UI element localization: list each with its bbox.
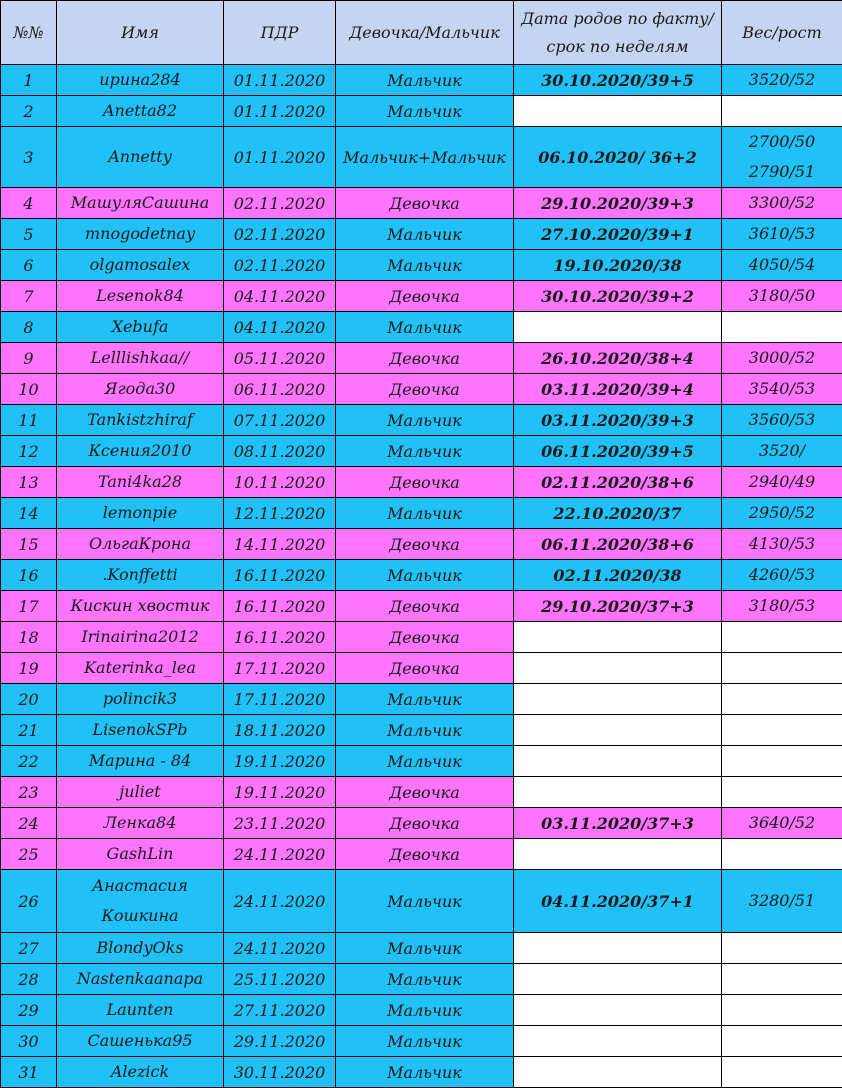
weight-height-cell: 3640/52 bbox=[722, 808, 842, 839]
row-number-cell: 19 bbox=[1, 653, 57, 684]
birth-date-cell bbox=[514, 933, 722, 964]
due-date-cell: 02.11.2020 bbox=[224, 219, 336, 250]
table-row bbox=[1, 405, 842, 436]
gender-cell: Девочка bbox=[336, 188, 514, 219]
weight-height-cell: 3540/53 bbox=[722, 374, 842, 405]
row-number-cell: 13 bbox=[1, 467, 57, 498]
row-number-cell: 31 bbox=[1, 1057, 57, 1088]
header-birth-date: Дата родов по факту/ срок по неделям bbox=[514, 1, 722, 65]
name-cell: Launten bbox=[57, 995, 224, 1026]
birth-date-cell: 30.10.2020/39+5 bbox=[514, 65, 722, 96]
name-cell bbox=[57, 870, 224, 933]
gender-cell: Мальчик bbox=[336, 96, 514, 127]
name-cell: GashLin bbox=[57, 839, 224, 870]
name-cell: Ягода30 bbox=[57, 374, 224, 405]
name-cell: МашуляСашина bbox=[57, 188, 224, 219]
weight-height-cell bbox=[722, 964, 842, 995]
due-date-cell: 23.11.2020 bbox=[224, 808, 336, 839]
weight-height-cell bbox=[722, 777, 842, 808]
due-date-cell: 24.11.2020 bbox=[224, 870, 336, 933]
name-cell: juliet bbox=[57, 777, 224, 808]
name-line: Кошкина bbox=[59, 901, 221, 931]
name-cell: olgamosalex bbox=[57, 250, 224, 281]
gender-cell: Девочка bbox=[336, 839, 514, 870]
weight-height-cell bbox=[722, 96, 842, 127]
weight-height-cell: 4130/53 bbox=[722, 529, 842, 560]
due-date-cell: 02.11.2020 bbox=[224, 188, 336, 219]
header-name: Имя bbox=[57, 1, 224, 65]
row-number-cell: 24 bbox=[1, 808, 57, 839]
table-row bbox=[1, 933, 842, 964]
row-number-cell: 29 bbox=[1, 995, 57, 1026]
weight-line: 2790/51 bbox=[724, 157, 840, 187]
weight-height-cell bbox=[722, 715, 842, 746]
due-date-cell: 24.11.2020 bbox=[224, 933, 336, 964]
due-date-cell: 07.11.2020 bbox=[224, 405, 336, 436]
gender-cell: Мальчик bbox=[336, 715, 514, 746]
row-number-cell: 18 bbox=[1, 622, 57, 653]
gender-cell: Мальчик bbox=[336, 312, 514, 343]
weight-line: 2700/50 bbox=[724, 127, 840, 157]
gender-cell: Мальчик bbox=[336, 1026, 514, 1057]
weight-height-cell: 4050/54 bbox=[722, 250, 842, 281]
birth-date-cell bbox=[514, 312, 722, 343]
birth-date-cell bbox=[514, 777, 722, 808]
weight-height-cell: 3610/53 bbox=[722, 219, 842, 250]
birth-date-cell bbox=[514, 746, 722, 777]
weight-height-cell: 3180/50 bbox=[722, 281, 842, 312]
due-date-cell: 19.11.2020 bbox=[224, 746, 336, 777]
gender-cell: Мальчик bbox=[336, 870, 514, 933]
table-row bbox=[1, 622, 842, 653]
birth-date-cell bbox=[514, 1057, 722, 1088]
weight-height-cell bbox=[722, 1057, 842, 1088]
table-row bbox=[1, 1057, 842, 1088]
row-number-cell: 11 bbox=[1, 405, 57, 436]
due-date-cell: 01.11.2020 bbox=[224, 96, 336, 127]
weight-height-cell: 3000/52 bbox=[722, 343, 842, 374]
due-date-cell: 19.11.2020 bbox=[224, 777, 336, 808]
name-cell: polincik3 bbox=[57, 684, 224, 715]
due-date-cell: 10.11.2020 bbox=[224, 467, 336, 498]
name-cell: BlondyOks bbox=[57, 933, 224, 964]
birth-date-cell: 06.10.2020/ 36+2 bbox=[514, 127, 722, 188]
due-date-cell: 12.11.2020 bbox=[224, 498, 336, 529]
due-date-cell: 14.11.2020 bbox=[224, 529, 336, 560]
table-row bbox=[1, 65, 842, 96]
row-number-cell: 10 bbox=[1, 374, 57, 405]
row-number-cell: 3 bbox=[1, 127, 57, 188]
gender-cell: Мальчик+Мальчик bbox=[336, 127, 514, 188]
row-number-cell: 2 bbox=[1, 96, 57, 127]
row-number-cell: 1 bbox=[1, 65, 57, 96]
birth-date-cell: 03.11.2020/39+3 bbox=[514, 405, 722, 436]
row-number-cell: 15 bbox=[1, 529, 57, 560]
gender-cell: Мальчик bbox=[336, 219, 514, 250]
birth-date-cell: 30.10.2020/39+2 bbox=[514, 281, 722, 312]
gender-cell: Девочка bbox=[336, 591, 514, 622]
birth-date-cell bbox=[514, 96, 722, 127]
row-number-cell: 8 bbox=[1, 312, 57, 343]
birth-date-cell: 03.11.2020/37+3 bbox=[514, 808, 722, 839]
due-date-cell: 16.11.2020 bbox=[224, 591, 336, 622]
gender-cell: Мальчик bbox=[336, 405, 514, 436]
table-row bbox=[1, 436, 842, 467]
due-date-cell: 17.11.2020 bbox=[224, 653, 336, 684]
due-date-cell: 08.11.2020 bbox=[224, 436, 336, 467]
header-row bbox=[1, 1, 842, 65]
name-cell: Lelllishkaa// bbox=[57, 343, 224, 374]
birth-date-cell: 29.10.2020/39+3 bbox=[514, 188, 722, 219]
table-row bbox=[1, 870, 842, 933]
name-cell: Annetty bbox=[57, 127, 224, 188]
due-date-cell: 06.11.2020 bbox=[224, 374, 336, 405]
table-row bbox=[1, 467, 842, 498]
gender-cell: Мальчик bbox=[336, 560, 514, 591]
weight-height-cell: 4260/53 bbox=[722, 560, 842, 591]
birth-date-cell bbox=[514, 653, 722, 684]
due-date-cell: 29.11.2020 bbox=[224, 1026, 336, 1057]
birth-date-cell: 06.11.2020/38+6 bbox=[514, 529, 722, 560]
table-row bbox=[1, 1026, 842, 1057]
name-cell: Марина - 84 bbox=[57, 746, 224, 777]
due-date-cell: 16.11.2020 bbox=[224, 622, 336, 653]
weight-height-cell: 3180/53 bbox=[722, 591, 842, 622]
name-cell: Anetta82 bbox=[57, 96, 224, 127]
birth-date-cell bbox=[514, 622, 722, 653]
due-date-cell: 18.11.2020 bbox=[224, 715, 336, 746]
name-cell: ОльгаКрона bbox=[57, 529, 224, 560]
weight-height-cell bbox=[722, 995, 842, 1026]
weight-height-cell bbox=[722, 839, 842, 870]
birth-date-cell bbox=[514, 715, 722, 746]
row-number-cell: 26 bbox=[1, 870, 57, 933]
name-cell: Ленка84 bbox=[57, 808, 224, 839]
birth-date-cell bbox=[514, 684, 722, 715]
row-number-cell: 27 bbox=[1, 933, 57, 964]
row-number-cell: 30 bbox=[1, 1026, 57, 1057]
gender-cell: Мальчик bbox=[336, 684, 514, 715]
gender-cell: Мальчик bbox=[336, 995, 514, 1026]
due-date-cell: 16.11.2020 bbox=[224, 560, 336, 591]
row-number-cell: 22 bbox=[1, 746, 57, 777]
weight-height-cell: 3520/52 bbox=[722, 65, 842, 96]
gender-cell: Мальчик bbox=[336, 65, 514, 96]
weight-height-cell bbox=[722, 653, 842, 684]
gender-cell: Мальчик bbox=[336, 436, 514, 467]
due-date-cell: 17.11.2020 bbox=[224, 684, 336, 715]
birth-date-cell: 02.11.2020/38 bbox=[514, 560, 722, 591]
weight-height-cell bbox=[722, 312, 842, 343]
name-cell: mnogodetnay bbox=[57, 219, 224, 250]
due-date-cell: 30.11.2020 bbox=[224, 1057, 336, 1088]
name-cell: Alezick bbox=[57, 1057, 224, 1088]
table-row bbox=[1, 591, 842, 622]
row-number-cell: 9 bbox=[1, 343, 57, 374]
row-number-cell: 21 bbox=[1, 715, 57, 746]
weight-height-cell: 2940/49 bbox=[722, 467, 842, 498]
due-date-cell: 01.11.2020 bbox=[224, 127, 336, 188]
gender-cell: Мальчик bbox=[336, 498, 514, 529]
name-cell: LisenokSPb bbox=[57, 715, 224, 746]
row-number-cell: 7 bbox=[1, 281, 57, 312]
weight-height-cell bbox=[722, 746, 842, 777]
weight-height-cell: 3300/52 bbox=[722, 188, 842, 219]
name-cell: Кискин хвостик bbox=[57, 591, 224, 622]
table-row bbox=[1, 498, 842, 529]
table-row bbox=[1, 96, 842, 127]
birth-date-cell: 22.10.2020/37 bbox=[514, 498, 722, 529]
due-date-cell: 05.11.2020 bbox=[224, 343, 336, 374]
table-row bbox=[1, 964, 842, 995]
gender-cell: Девочка bbox=[336, 808, 514, 839]
row-number-cell: 28 bbox=[1, 964, 57, 995]
due-date-cell: 04.11.2020 bbox=[224, 281, 336, 312]
header-gender: Девочка/Мальчик bbox=[336, 1, 514, 65]
name-cell: Xebufa bbox=[57, 312, 224, 343]
gender-cell: Мальчик bbox=[336, 964, 514, 995]
weight-height-cell: 3520/ bbox=[722, 436, 842, 467]
birth-date-cell: 02.11.2020/38+6 bbox=[514, 467, 722, 498]
gender-cell: Девочка bbox=[336, 281, 514, 312]
table-row bbox=[1, 653, 842, 684]
table-row bbox=[1, 995, 842, 1026]
row-number-cell: 6 bbox=[1, 250, 57, 281]
weight-height-cell bbox=[722, 684, 842, 715]
gender-cell: Девочка bbox=[336, 343, 514, 374]
name-line: Анастасия bbox=[59, 871, 221, 901]
due-date-cell: 04.11.2020 bbox=[224, 312, 336, 343]
weight-height-cell: 3280/51 bbox=[722, 870, 842, 933]
table-row bbox=[1, 715, 842, 746]
name-cell: Tani4ka28 bbox=[57, 467, 224, 498]
table-row bbox=[1, 746, 842, 777]
row-number-cell: 23 bbox=[1, 777, 57, 808]
row-number-cell: 20 bbox=[1, 684, 57, 715]
table-row bbox=[1, 684, 842, 715]
birth-date-cell: 29.10.2020/37+3 bbox=[514, 591, 722, 622]
due-date-cell: 24.11.2020 bbox=[224, 839, 336, 870]
gender-cell: Девочка bbox=[336, 374, 514, 405]
name-cell: ирина284 bbox=[57, 65, 224, 96]
row-number-cell: 25 bbox=[1, 839, 57, 870]
row-number-cell: 12 bbox=[1, 436, 57, 467]
table-row bbox=[1, 281, 842, 312]
table-row bbox=[1, 219, 842, 250]
gender-cell: Мальчик bbox=[336, 1057, 514, 1088]
gender-cell: Девочка bbox=[336, 529, 514, 560]
name-cell: Katerinka_lea bbox=[57, 653, 224, 684]
birth-date-cell: 04.11.2020/37+1 bbox=[514, 870, 722, 933]
weight-height-cell bbox=[722, 127, 842, 188]
table-row bbox=[1, 560, 842, 591]
table-row bbox=[1, 188, 842, 219]
row-number-cell: 14 bbox=[1, 498, 57, 529]
due-date-cell: 25.11.2020 bbox=[224, 964, 336, 995]
name-cell: Lesenok84 bbox=[57, 281, 224, 312]
gender-cell: Мальчик bbox=[336, 933, 514, 964]
row-number-cell: 4 bbox=[1, 188, 57, 219]
gender-cell: Мальчик bbox=[336, 746, 514, 777]
name-cell: Irinairina2012 bbox=[57, 622, 224, 653]
birth-date-cell: 06.11.2020/39+5 bbox=[514, 436, 722, 467]
table-row bbox=[1, 839, 842, 870]
header-weight-height: Вес/рост bbox=[722, 1, 842, 65]
birth-date-cell: 26.10.2020/38+4 bbox=[514, 343, 722, 374]
birth-date-cell: 27.10.2020/39+1 bbox=[514, 219, 722, 250]
birth-date-cell: 03.11.2020/39+4 bbox=[514, 374, 722, 405]
birth-date-cell: 19.10.2020/38 bbox=[514, 250, 722, 281]
table-row bbox=[1, 127, 842, 188]
weight-height-cell: 2950/52 bbox=[722, 498, 842, 529]
name-cell: Ксения2010 bbox=[57, 436, 224, 467]
table-row bbox=[1, 808, 842, 839]
gender-cell: Девочка bbox=[336, 777, 514, 808]
gender-cell: Мальчик bbox=[336, 250, 514, 281]
header-due-date: ПДР bbox=[224, 1, 336, 65]
name-cell: Nastenkaanapa bbox=[57, 964, 224, 995]
row-number-cell: 16 bbox=[1, 560, 57, 591]
weight-height-cell bbox=[722, 1026, 842, 1057]
weight-height-cell bbox=[722, 622, 842, 653]
weight-height-cell bbox=[722, 933, 842, 964]
name-cell: Tankistzhiraf bbox=[57, 405, 224, 436]
header-number: №№ bbox=[1, 1, 57, 65]
table-row bbox=[1, 343, 842, 374]
due-date-cell: 02.11.2020 bbox=[224, 250, 336, 281]
table-row bbox=[1, 777, 842, 808]
table-row bbox=[1, 250, 842, 281]
birth-date-cell bbox=[514, 1026, 722, 1057]
due-date-cell: 01.11.2020 bbox=[224, 65, 336, 96]
table-row bbox=[1, 374, 842, 405]
table-row bbox=[1, 312, 842, 343]
weight-height-cell: 3560/53 bbox=[722, 405, 842, 436]
name-cell: lemonpie bbox=[57, 498, 224, 529]
birth-date-cell bbox=[514, 964, 722, 995]
name-cell: Сашенька95 bbox=[57, 1026, 224, 1057]
gender-cell: Девочка bbox=[336, 653, 514, 684]
name-cell: .Konffetti bbox=[57, 560, 224, 591]
gender-cell: Девочка bbox=[336, 622, 514, 653]
gender-cell: Девочка bbox=[336, 467, 514, 498]
birth-date-cell bbox=[514, 995, 722, 1026]
birth-date-cell bbox=[514, 839, 722, 870]
due-date-cell: 27.11.2020 bbox=[224, 995, 336, 1026]
row-number-cell: 17 bbox=[1, 591, 57, 622]
table-row bbox=[1, 529, 842, 560]
row-number-cell: 5 bbox=[1, 219, 57, 250]
